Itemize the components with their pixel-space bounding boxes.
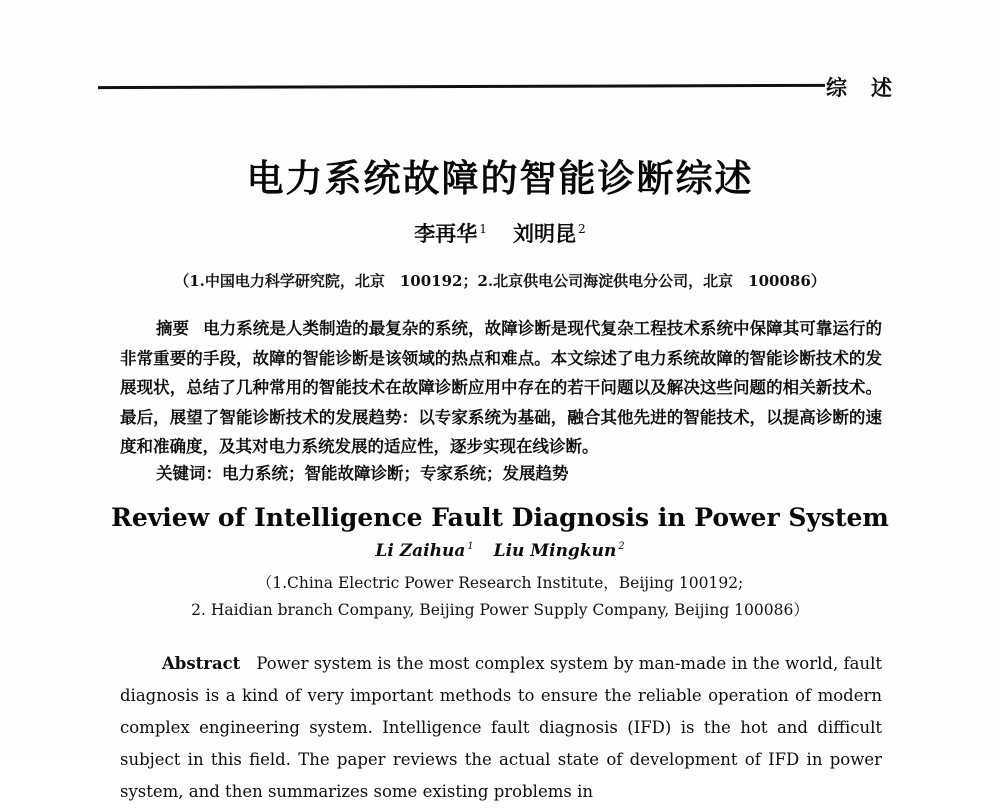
author-english-2: Liu Mingkun (493, 541, 617, 561)
abstract-english-label: Abstract (162, 654, 241, 673)
affiliation-chinese: （1.中国电力科学研究院，北京 100192；2.北京供电公司海淀供电分公司，北京 100086） (174, 272, 826, 290)
abstract-chinese-text: 电力系统是人类制造的最复杂的系统，故障诊断是现代复杂工程技术系统中保障其可靠运行的非常重要的手段，故障的智能诊断是该领域的热点和难点。本文综述了电力系统故障的智能诊断技术的发展现状，总结了几种常用的智能技术在故障诊断应用中存在的若干问题以及解决这些问题的相关新技术。最后，展望了智能诊断技术的发展趋势：以专家系统为基础，融合其他先进的智能技术，以提高诊断的速度和准确度，及其对电力系统发展的适应性，逐步实现在线诊断。 (120, 319, 883, 456)
author-chinese-1-affiliation-marker: 1 (479, 222, 487, 236)
author-chinese-1: 李再华 (414, 221, 478, 246)
header-rule (98, 84, 825, 89)
author-chinese-2-affiliation-marker: 2 (578, 222, 586, 236)
keywords-chinese-label: 关键词： (156, 464, 222, 483)
abstract-chinese-indent (120, 319, 156, 338)
abstract-english-indent (120, 654, 162, 673)
affiliation-english-line-1: （1.China Electric Power Research Institute，Beijing 100192; (256, 574, 744, 592)
abstract-chinese (120, 314, 882, 462)
affiliation-english-line-2: 2. Haidian branch Company, Beijing Power Supply Company, Beijing 100086） (191, 601, 809, 619)
keywords-chinese-text: 电力系统；智能故障诊断；专家系统；发展趋势 (222, 464, 569, 483)
running-head-label: 综述 (826, 75, 916, 100)
page-title-chinese: 电力系统故障的智能诊断综述 (246, 157, 754, 200)
abstract-english (120, 648, 882, 808)
abstract-chinese-label: 摘要 (156, 319, 190, 338)
abstract-english-paragraph (120, 648, 882, 808)
authors-english (0, 541, 1000, 561)
keywords-chinese (120, 461, 918, 487)
author-english-1: Li Zaihua (375, 541, 466, 561)
author-chinese-2: 刘明昆 (513, 221, 576, 246)
running-head (0, 72, 1000, 112)
authors-chinese (0, 218, 1000, 248)
abstract-english-text: Power system is the most complex system by man-made in the world, fault diagnosis is a kind of very important methods to ensure the reliable operation of modern complex engineering system. Intelligence fault diagnosis (IFD) is the hot and difficult subject in this field. The paper reviews the actual state of development of IFD in power system, and then summarizes some existing problems in (120, 654, 882, 801)
author-english-1-affiliation-marker: 1 (467, 541, 474, 553)
page-title-english: Review of Intelligence Fault Diagnosis in Power System (111, 503, 889, 532)
author-english-2-affiliation-marker: 2 (618, 541, 625, 553)
